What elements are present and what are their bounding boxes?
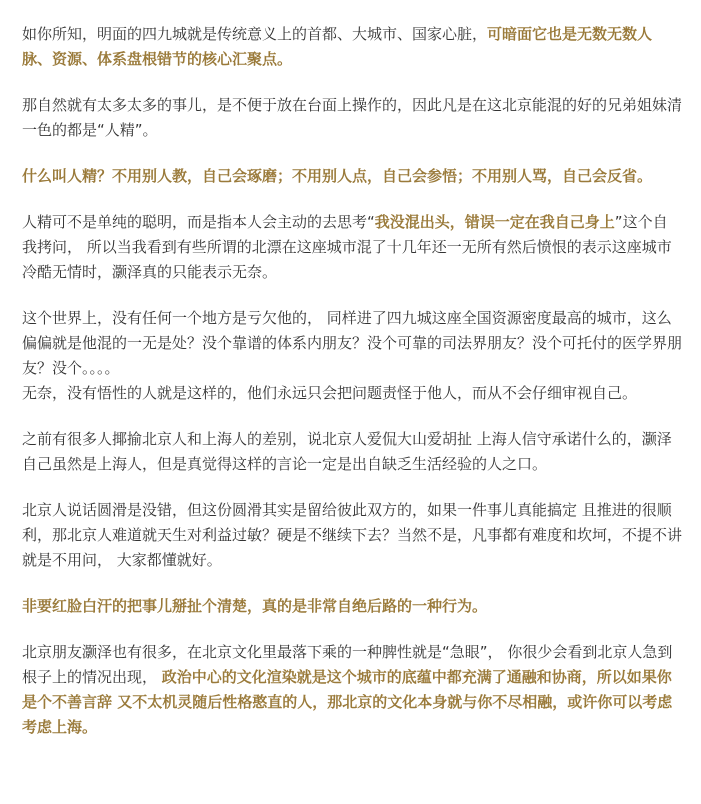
paragraph-9 bbox=[22, 594, 682, 619]
paragraph-3 bbox=[22, 164, 682, 189]
text-segment: 北京人说话圆滑是没错，但这份圆滑其实是留给彼此双方的，如果一件事儿真能搞定 且推进的很顺利，那北京人难道就天生对利益过敏？硬是不继续下去？当然不是，凡事都有难度和坎坷，不提不讲就是不用问， 大家都懂就好。 bbox=[22, 501, 683, 569]
text-segment: 如你所知，明面的四九城就是传统意义上的首都、大城市、国家心脏， bbox=[22, 25, 488, 43]
text-segment: 之前有很多人揶揄北京人和上海人的差别，说北京人爱侃大山爱胡扯 上海人信守承诺什么的，灏泽自己虽然是上海人，但是真觉得这样的言论一定是出自缺乏生活经验的人之口。 bbox=[22, 430, 672, 473]
text-segment: 无奈，没有悟性的人就是这样的，他们永远只会把问题责怪于他人，而从不会仔细审视自己。 bbox=[22, 384, 638, 402]
article-body bbox=[22, 22, 682, 761]
highlight-segment: 非要红脸白汗的把事儿掰扯个清楚，真的是非常自绝后路的一种行为。 bbox=[22, 597, 488, 615]
text-segment: 人精可不是单纯的聪明，而是指本人会主动的去思考“ bbox=[22, 213, 375, 231]
paragraph-1 bbox=[22, 22, 682, 72]
text-segment: 这个世界上，没有任何一个地方是亏欠他的， 同样进了四九城这座全国资源密度最高的城市，这么偏偏就是他混的一无是处？没个靠谱的体系内朋友？没个可靠的司法界朋友？没个可托付的医学界朋友？没个。。。。 bbox=[22, 309, 683, 377]
paragraph-4 bbox=[22, 210, 682, 285]
text-segment: 北京朋友灏泽也有很多，在北京文化里最落下乘的一种脾性就是“急眼”， 你很少会看到北京人急到根子上的情况出现， bbox=[22, 643, 673, 686]
highlight-segment: 政治中心的文化渲染就是这个城市的底蕴中都充满了通融和协商，所以如果你是个不善言辞 又不太机灵随后性格憨直的人，那北京的文化本身就与你不尽相融，或许你可以考虑考虑上海。 bbox=[22, 668, 673, 736]
text-segment: ”这个自我拷问， 所以当我看到有些所谓的北漂在这座城市混了十几年还一无所有然后愤恨的表示这座城市冷酷无情时，灏泽真的只能表示无奈。 bbox=[22, 213, 672, 281]
paragraph-2 bbox=[22, 93, 682, 143]
paragraph-10 bbox=[22, 640, 682, 740]
paragraph-6 bbox=[22, 381, 682, 406]
text-segment: 那自然就有太多太多的事儿，是不便于放在台面上操作的，因此凡是在这北京能混的好的兄弟姐妹清一色的都是“人精”。 bbox=[22, 96, 683, 139]
paragraph-5 bbox=[22, 306, 682, 381]
paragraph-8 bbox=[22, 498, 682, 573]
highlight-segment: 我没混出头，错误一定在我自己身上 bbox=[374, 213, 615, 231]
highlight-segment: 什么叫人精？不用别人教，自己会琢磨；不用别人点，自己会参悟；不用别人骂，自己会反省。 bbox=[22, 167, 653, 185]
paragraph-7 bbox=[22, 427, 682, 477]
highlight-segment: 可暗面它也是无数无数人脉、资源、体系盘根错节的核心汇聚点。 bbox=[22, 25, 653, 68]
